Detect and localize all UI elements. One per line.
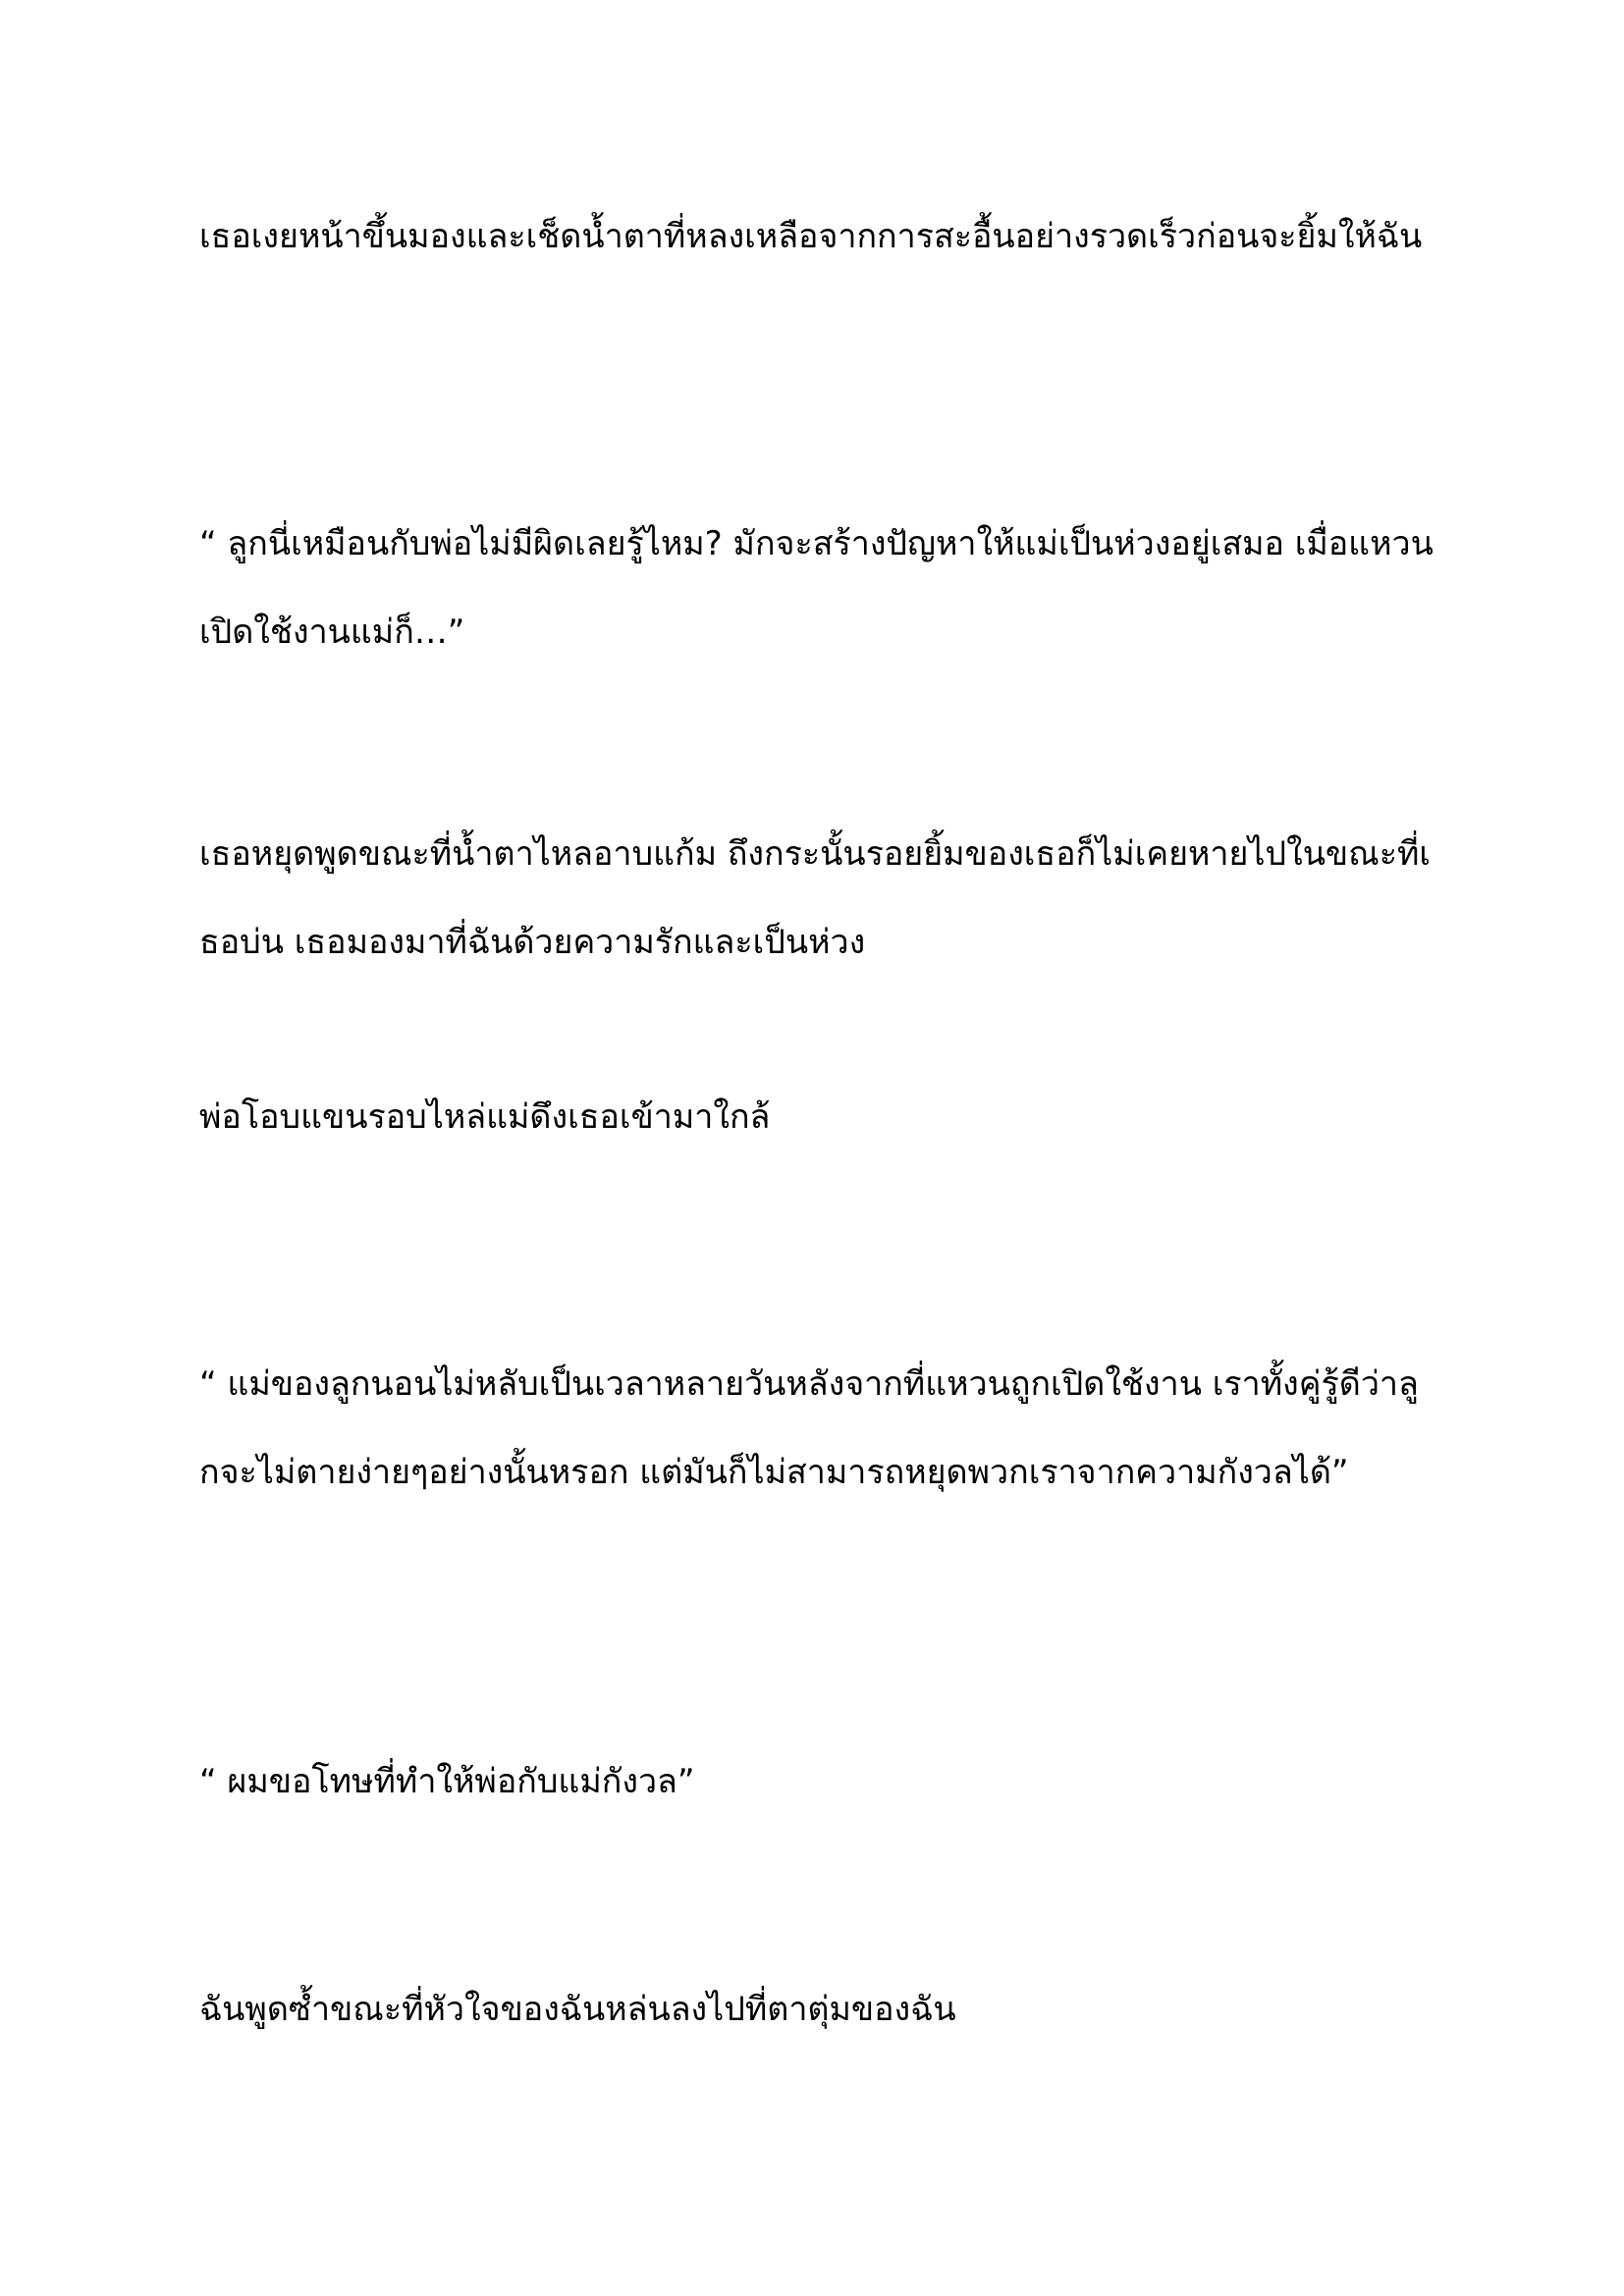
paragraph-5: “ แม่ของลูกนอนไม่หลับเป็นเวลาหลายวันหลังจากที่แหวนถูกเปิดใช้งาน เราทั้งคู่รู้ดีว่าลูกจะไม่ตายง่ายๆอย่างนั้นหรอก แต่มันก็ไม่สามารถหยุดพวกเราจากความกังวลได้” — [199, 1364, 1419, 1492]
paragraph-7: ฉันพูดซ้ำขณะที่หัวใจของฉันหล่นลงไปที่ตาตุ่มของฉัน — [199, 1990, 956, 2029]
paragraph-4: พ่อโอบแขนรอบไหล่แม่ดึงเธอเข้ามาใกล้ — [199, 1097, 771, 1137]
paragraph-3: เธอหยุดพูดขณะที่น้ำตาไหลอาบแก้ม ถึงกระนั้นรอยยิ้มของเธอก็ไม่เคยหายไปในขณะที่เธอบ่น เธอมองมาที่ฉันด้วยความรักและเป็นห่วง — [199, 834, 1432, 962]
paragraph-1: เธอเงยหน้าขึ้นมองและเช็ดน้ำตาที่หลงเหลือจากการสะอื้นอย่างรวดเร็วก่อนจะยิ้มให้ฉัน — [199, 217, 1423, 256]
paragraph-6: “ ผมขอโทษที่ทำให้พ่อกับแม่กังวล” — [199, 1762, 695, 1801]
paragraph-2: “ ลูกนี่เหมือนกับพ่อไม่มีผิดเลยรู้ไหม? มักจะสร้างปัญหาให้แม่เป็นห่วงอยู่เสมอ เมื่อแหวนเปิดใช้งานแม่ก็…” — [199, 524, 1434, 652]
